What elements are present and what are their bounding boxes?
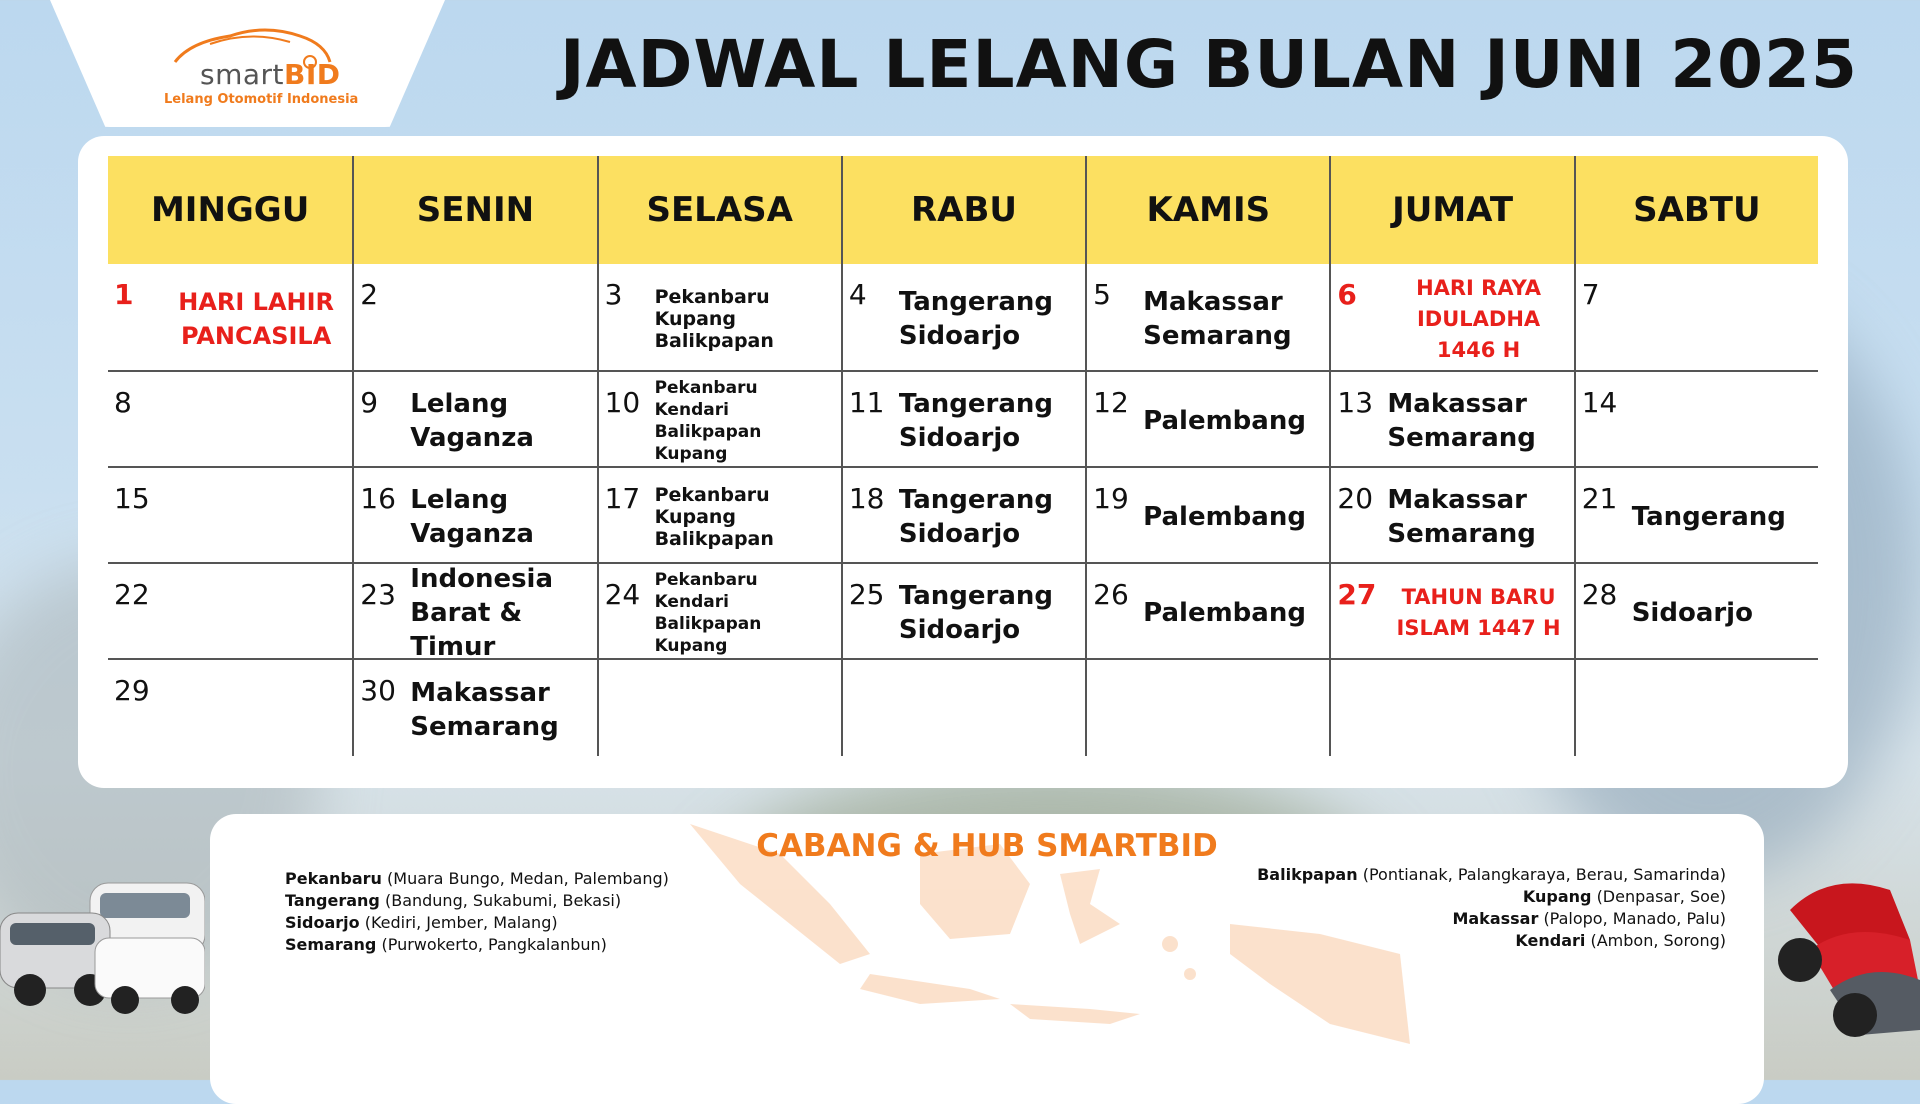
branch-item: [1257, 886, 1726, 908]
holiday-label: HARI RAYA IDULADHA 1446 H: [1416, 275, 1542, 362]
calendar-cell: [108, 564, 352, 660]
auction-locations: Tangerang Sidoarjo: [898, 485, 1054, 549]
auction-locations: [655, 668, 837, 752]
day-number: 18: [848, 482, 885, 515]
day-number: 16: [360, 482, 396, 515]
day-header-minggu: MINGGU: [108, 156, 352, 264]
branch-name: Tangerang: [285, 891, 380, 910]
auction-locations: Makassar Semarang: [410, 678, 559, 742]
calendar-cell: [352, 468, 596, 564]
calendar-cell: [352, 660, 596, 756]
auction-locations: Palembang: [1143, 502, 1306, 532]
branch-hubs: (Kediri, Jember, Malang): [364, 913, 558, 932]
day-number: 14: [1581, 386, 1618, 419]
day-number: 27: [1337, 578, 1377, 611]
day-number: 3: [604, 278, 623, 311]
day-header-rabu: RABU: [841, 156, 1085, 264]
branch-hubs: (Ambon, Sorong): [1590, 931, 1726, 950]
calendar-cell: [108, 468, 352, 564]
calendar-cell: [1574, 564, 1818, 660]
branch-item: [285, 934, 669, 956]
calendar-cell: [1574, 468, 1818, 564]
day-number: 24: [604, 578, 641, 611]
calendar-cell: [1329, 264, 1573, 372]
day-number: 7: [1581, 278, 1600, 311]
branch-hubs: (Purwokerto, Pangkalanbun): [381, 935, 607, 954]
auction-locations: [1387, 668, 1569, 752]
calendar-cell: [1085, 660, 1329, 756]
branch-name: Pekanbaru: [285, 869, 382, 888]
branch-item: [285, 868, 669, 890]
calendar-cell: [108, 264, 352, 372]
auction-locations: Tangerang Sidoarjo: [898, 389, 1054, 453]
day-number: 19: [1093, 482, 1129, 515]
day-number: 15: [114, 482, 150, 515]
day-header-sabtu: SABTU: [1574, 156, 1818, 264]
calendar-cell: [1574, 660, 1818, 756]
calendar-cell: [597, 264, 841, 372]
calendar-cell: [597, 564, 841, 660]
day-number: 22: [114, 578, 150, 611]
smartbid-logo: [160, 22, 360, 112]
branch-name: Balikpapan: [1257, 865, 1358, 884]
day-number: 10: [604, 386, 641, 419]
calendar-cell: [1329, 468, 1573, 564]
branch-title: CABANG & HUB SMARTBID: [756, 828, 1218, 864]
auction-locations: [1632, 668, 1814, 752]
day-number: 5: [1093, 278, 1111, 311]
branch-hubs: (Palopo, Manado, Palu): [1543, 909, 1726, 928]
auction-locations: Pekanbaru Kupang Balikpapan: [654, 286, 774, 352]
calendar-cell: [352, 264, 596, 372]
auction-locations: Pekanbaru Kendari Balikpapan Kupang: [654, 570, 762, 656]
holiday-label: HARI LAHIR PANCASILA: [178, 288, 335, 350]
calendar-cell: [841, 564, 1085, 660]
auction-locations: Pekanbaru Kendari Balikpapan Kupang: [654, 378, 762, 464]
auction-locations: Makassar Semarang: [1387, 389, 1536, 453]
motorcycles-illustration-icon: [1770, 850, 1920, 1040]
auction-locations: [1143, 668, 1325, 752]
auction-locations: Makassar Semarang: [1143, 287, 1292, 351]
auction-locations: [164, 668, 348, 752]
calendar-cell: [841, 660, 1085, 756]
day-header-selasa: SELASA: [597, 156, 841, 264]
calendar-cell: [841, 468, 1085, 564]
auction-locations: Palembang: [1143, 406, 1306, 436]
auction-locations: [164, 572, 348, 654]
calendar-cell: [841, 264, 1085, 372]
page-title: JADWAL LELANG BULAN JUNI 2025: [560, 26, 1858, 103]
branch-name: Makassar: [1452, 909, 1539, 928]
auction-locations: [1632, 272, 1814, 366]
calendar-cell: [1085, 468, 1329, 564]
auction-locations: Indonesia Barat & Timur: [410, 564, 554, 662]
auction-locations: Tangerang: [1631, 502, 1786, 532]
day-number: 20: [1337, 482, 1374, 515]
branch-hubs: (Pontianak, Palangkaraya, Berau, Samarinda): [1362, 865, 1726, 884]
day-number: 4: [848, 278, 867, 311]
branch-name: Sidoarjo: [285, 913, 360, 932]
auction-locations: Makassar Semarang: [1387, 485, 1536, 549]
calendar-cell: [108, 660, 352, 756]
day-number: 11: [848, 386, 885, 419]
day-number: 9: [360, 386, 379, 419]
logo-name: smartBID: [200, 58, 341, 91]
day-number: 8: [114, 386, 132, 419]
calendar-cell: [108, 372, 352, 468]
day-header-kamis: KAMIS: [1085, 156, 1329, 264]
auction-locations: Tangerang Sidoarjo: [898, 581, 1054, 645]
branch-name: Kendari: [1515, 931, 1586, 950]
auction-locations: [164, 476, 348, 558]
logo-tagline: Lelang Otomotif Indonesia: [164, 92, 359, 107]
day-number: 29: [114, 674, 150, 707]
calendar-cell: [597, 660, 841, 756]
branch-item: [285, 890, 669, 912]
branch-name: Kupang: [1522, 887, 1592, 906]
branch-item: [1257, 908, 1726, 930]
auction-locations: Lelang Vaganza: [410, 485, 534, 549]
calendar-cell: [1574, 372, 1818, 468]
day-number: 30: [360, 674, 396, 707]
branch-item: [1257, 930, 1726, 952]
branch-list-right: [1257, 864, 1726, 952]
calendar-cell: [1085, 564, 1329, 660]
day-number: 6: [1337, 278, 1357, 311]
branch-hubs: (Denpasar, Soe): [1596, 887, 1726, 906]
day-number: 17: [604, 482, 641, 515]
branch-name: Semarang: [285, 935, 377, 954]
branch-card: [210, 814, 1764, 1104]
day-number: 21: [1581, 482, 1618, 515]
branch-list-left: [285, 868, 669, 956]
calendar-cell: [1085, 372, 1329, 468]
auction-locations: Sidoarjo: [1631, 598, 1753, 628]
day-number: 23: [360, 578, 396, 611]
calendar-grid: [108, 156, 1818, 756]
auction-locations: [164, 380, 348, 462]
day-number: 26: [1093, 578, 1129, 611]
calendar-cell: [597, 468, 841, 564]
day-number: 12: [1093, 386, 1129, 419]
calendar-cell: [1329, 660, 1573, 756]
calendar-cell: [841, 372, 1085, 468]
calendar-cell: [352, 564, 596, 660]
calendar-card: [78, 136, 1848, 788]
calendar-cell: [352, 372, 596, 468]
day-number: 1: [114, 278, 134, 311]
cars-illustration-icon: [0, 868, 205, 1018]
day-number: 25: [848, 578, 885, 611]
calendar-cell: [1329, 564, 1573, 660]
branch-hubs: (Muara Bungo, Medan, Palembang): [387, 869, 669, 888]
day-number: 13: [1337, 386, 1374, 419]
day-number: 28: [1581, 578, 1618, 611]
calendar-cell: [1329, 372, 1573, 468]
auction-locations: [899, 668, 1081, 752]
auction-locations: [410, 272, 592, 366]
branch-hubs: (Bandung, Sukabumi, Bekasi): [384, 891, 622, 910]
auction-locations: Tangerang Sidoarjo: [898, 287, 1054, 351]
day-header-jumat: JUMAT: [1329, 156, 1573, 264]
auction-locations: Pekanbaru Kupang Balikpapan: [654, 484, 774, 550]
auction-locations: Palembang: [1143, 598, 1306, 628]
auction-locations: [1632, 380, 1814, 462]
auction-locations: Lelang Vaganza: [410, 389, 534, 453]
branch-item: [285, 912, 669, 934]
calendar-cell: [597, 372, 841, 468]
branch-item: [1257, 864, 1726, 886]
calendar-cell: [1085, 264, 1329, 372]
day-header-senin: SENIN: [352, 156, 596, 264]
day-number: 2: [360, 278, 379, 311]
holiday-label: TAHUN BARU ISLAM 1447 H: [1396, 585, 1561, 640]
calendar-cell: [1574, 264, 1818, 372]
